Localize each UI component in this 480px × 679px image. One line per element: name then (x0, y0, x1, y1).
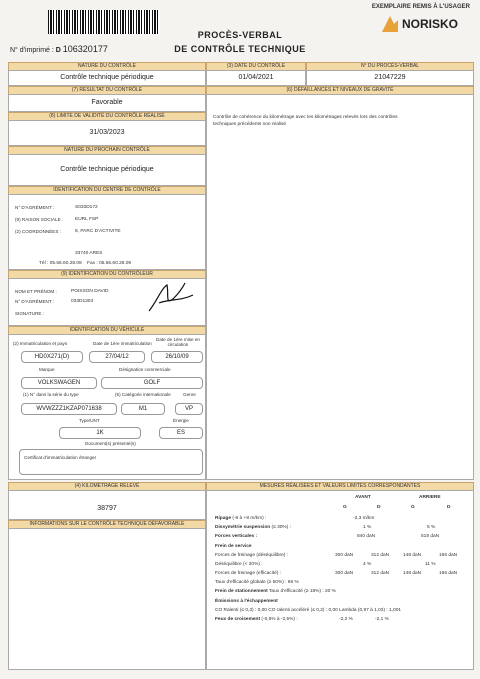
center-fax-value: 05.56.60.28.09 (99, 261, 132, 266)
vehicle-cat-label: (5) Catégorie internationale (115, 392, 171, 397)
measures-front-d: D (377, 505, 381, 510)
brake-forces-efficiency-rg: 148 daN (403, 571, 422, 576)
low-beam-limit: (-0,5% à -2,5%) : (261, 617, 298, 622)
center-city: 33740 ARES (75, 251, 103, 256)
suspension-limit: (≤ 30%) : (271, 525, 291, 530)
brake-forces-efficiency-fg: 300 daN (335, 571, 354, 576)
vertical-forces-front: 840 daN (357, 534, 376, 539)
validity-value: 31/03/2023 (8, 120, 206, 146)
suspension-rear: 5 % (427, 525, 436, 530)
barcode (48, 10, 160, 34)
vehicle-docs-box (19, 449, 203, 475)
vehicle-genre-value: VP (175, 403, 203, 415)
next-control-value: Contrôle technique périodique (8, 154, 206, 186)
vehicle-vin-value: WVWZZZ1KZAP071638 (21, 403, 117, 415)
vehicle-box (8, 334, 206, 480)
measures-rear-g: G (411, 505, 415, 510)
vehicle-reg-value: HD0X271(D) (21, 351, 83, 363)
printed-number-letter: D (55, 47, 61, 54)
center-tel-label: Tél : (39, 261, 49, 266)
result-header: (7) RÉSULTAT DU CONTRÔLE (8, 86, 206, 95)
vehicle-docs-value: Certificat d'immatriculation étranger (24, 455, 97, 460)
brake-forces-efficiency-label: Forces de freinage (efficacité) : (215, 571, 282, 576)
mileage-header: (4) KILOMÉTRAGE RELEVÉ (8, 482, 206, 491)
controller-name-label: NOM ET PRÉNOM : (15, 289, 57, 294)
nature-value: Contrôle technique périodique (8, 70, 206, 86)
measures-rear-d: D (447, 505, 451, 510)
vehicle-first-reg-label: Date de 1ère immatriculation (93, 341, 152, 346)
brake-forces-imbalance-rd: 166 daN (439, 553, 458, 558)
defects-line-2: techniques précédents non réalisé (213, 122, 287, 127)
vehicle-vin-label: (1) N° dans la série du type (23, 392, 79, 397)
controller-signature-label: SIGNATURE : (15, 311, 45, 316)
vertical-forces-rear: 518 daN (421, 534, 440, 539)
vehicle-circ-label: Date de 1ère mise en circulation (156, 337, 200, 347)
brake-forces-efficiency-fd: 312 daN (371, 571, 390, 576)
date-value: 01/04/2021 (206, 70, 306, 86)
nature-header: NATURE DU CONTRÔLE (8, 62, 206, 71)
pv-header: N° DU PROCÈS-VERBAL (306, 62, 474, 71)
brake-forces-imbalance-rg: 148 daN (403, 553, 422, 558)
vehicle-reg-label: (2) Immatriculation et pays (13, 341, 68, 346)
parking-brake-rate: Taux d'efficacité (≥ 18%) : 20 % (269, 589, 336, 594)
vehicle-circ-value: 26/10/09 (151, 351, 203, 363)
vehicle-energy-label: Énergie (173, 418, 189, 423)
center-tel-value: 05.56.60.28.09 (49, 261, 82, 266)
vehicle-type-label: Type/UNT (79, 418, 100, 423)
page-title-line2: DE CONTRÔLE TECHNIQUE (174, 44, 306, 54)
ripage-row (215, 516, 266, 521)
page-title-line1: PROCÈS-VERBAL (197, 30, 283, 40)
printed-number-value: 106320177 (62, 44, 108, 54)
suspension-front: 1 % (363, 525, 372, 530)
vertical-forces-label: Forces verticales : (215, 534, 258, 539)
center-company-value: EURL FSP (75, 217, 99, 222)
controller-approval-label: N° D'AGRÉMENT : (15, 299, 55, 304)
suspension-row (215, 525, 291, 530)
imbalance-front: 4 % (363, 562, 372, 567)
ripage-value: -2,3 m/km (353, 516, 375, 521)
brake-forces-efficiency-rd: 166 daN (439, 571, 458, 576)
measures-box (206, 490, 474, 670)
vehicle-model-label: Désignation commerciale (119, 367, 171, 372)
parking-brake-row (215, 589, 336, 594)
controller-name-value: POISSON DAVID (71, 289, 109, 294)
unfavorable-info-header: INFORMATIONS SUR LE CONTRÔLE TECHNIQUE DÉFAVORABLE (8, 520, 206, 529)
vehicle-docs-label: Document(s) présenté(s) (85, 441, 136, 446)
norisko-logo-icon (380, 14, 400, 34)
defects-header: (6) DÉFAILLANCES ET NIVEAUX DE GRAVITÉ (206, 86, 474, 95)
imbalance-label: Déséquilibre (< 20%) : (215, 562, 263, 567)
center-approval-label: N° D'AGRÉMENT : (15, 205, 55, 210)
center-phone (39, 261, 131, 266)
brake-forces-imbalance-label: Forces de freinage (déséquilibre) : (215, 553, 289, 558)
center-address-label: (2) COORDONNÉES : (15, 229, 61, 234)
vehicle-type-value: 1K (59, 427, 141, 439)
global-efficiency-rate: Taux d'efficacité globale (≥ 50%) : 66 % (215, 580, 299, 585)
vehicle-model-value: GOLF (101, 377, 203, 389)
vehicle-genre-label: Genre (183, 392, 196, 397)
center-header: IDENTIFICATION DU CENTRE DE CONTRÔLE (8, 186, 206, 195)
vehicle-make-value: VOLKSWAGEN (21, 377, 97, 389)
controller-approval-value: 033D1303 (71, 299, 94, 304)
co-measures: CO Ralenti (≤ 0,3) : 0,00 CO ralenti accéléré (≤ 0,2) : 0,00 Lambda (0,97 à 1,03) : 1,001 (215, 608, 402, 613)
vehicle-energy-value: ES (159, 427, 203, 439)
validity-header: (8) LIMITE DE VALIDITÉ DU CONTRÔLE RÉALISÉ (8, 112, 206, 121)
center-company-label: (9) RAISON SOCIALE : (15, 217, 64, 222)
vehicle-make-label: Marque (39, 367, 55, 372)
center-approval-value: S033D172 (75, 205, 98, 210)
ripage-label: Ripage (215, 516, 231, 521)
signature-mark (139, 281, 199, 317)
result-value: Favorable (8, 94, 206, 112)
service-brake-label: Frein de service (215, 544, 252, 549)
low-beam-row (215, 617, 298, 622)
defects-line-1: Contrôle de cohérence du kilométrage avec les kilométrages relevés lors des contrôles (213, 115, 398, 120)
emissions-label: Émissions à l'échappement (215, 599, 278, 604)
low-beam-label: Feux de croisement (215, 617, 261, 622)
low-beam-front: -2,2 % (339, 617, 353, 622)
printed-number-label: N° d'imprimé : (10, 47, 54, 54)
next-control-header: NATURE DU PROCHAIN CONTRÔLE (8, 146, 206, 155)
measures-rear-header: ARRIERE (419, 495, 441, 500)
measures-front-g: G (343, 505, 347, 510)
low-beam-rear: -2,1 % (375, 617, 389, 622)
copy-note: EXEMPLAIRE REMIS À L'USAGER (371, 4, 470, 10)
vehicle-header: IDENTIFICATION DU VÉHICULE (8, 326, 206, 335)
brake-forces-imbalance-fg: 300 daN (335, 553, 354, 558)
measures-front-header: AVANT (355, 495, 371, 500)
measures-header: MESURES RÉALISÉES ET VALEURS LIMITES CORRESPONDANTES (206, 482, 474, 491)
center-box (8, 194, 206, 270)
suspension-label: Dissymétrie suspension (215, 525, 271, 530)
norisko-logo (380, 14, 472, 34)
vehicle-cat-value: M1 (121, 403, 165, 415)
mileage-value: 38797 (8, 490, 206, 520)
parking-brake-label: Frein de stationnement (215, 589, 268, 594)
vehicle-first-reg-value: 27/04/12 (89, 351, 145, 363)
printed-number (10, 44, 108, 54)
date-header: (3) DATE DU CONTRÔLE (206, 62, 306, 71)
controller-header: (9) IDENTIFICATION DU CONTRÔLEUR (8, 270, 206, 279)
brake-forces-imbalance-fd: 312 daN (371, 553, 390, 558)
center-address-value: 8, PARC D'ACTIVITE (75, 229, 121, 234)
pv-value: 21047229 (306, 70, 474, 86)
controller-box (8, 278, 206, 326)
brand-name: NORISKO (402, 17, 459, 31)
ripage-limit: (-8 à +8 m/km) : (232, 516, 267, 521)
center-fax-label: Fax : (87, 261, 98, 266)
imbalance-rear: 11 % (425, 562, 436, 567)
unfavorable-info-box (8, 528, 206, 670)
defects-box (206, 94, 474, 480)
